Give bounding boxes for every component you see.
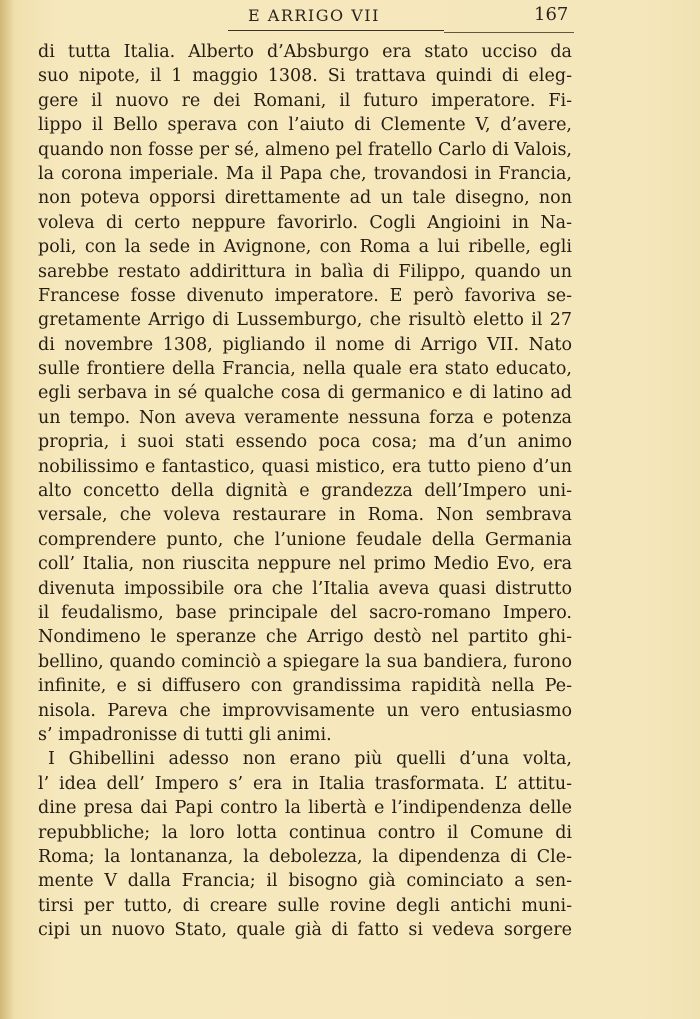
- text-line: quando non fosse per sé, almeno pel fratello Carlo di Valois,: [38, 139, 572, 160]
- text-line: infinite, e si diffusero con grandissima rapidità nella Pe-: [38, 676, 572, 697]
- text-line: sulle frontiere della Francia, nella quale era stato educato,: [38, 359, 572, 380]
- body-text: [38, 40, 572, 942]
- header-rule: [228, 30, 444, 31]
- text-line: gere il nuovo re dei Romani, il futuro imperatore. Fi-: [38, 90, 572, 111]
- paragraph-first-line: I Ghibellini adesso non erano più quelli d’una volta,: [48, 749, 572, 770]
- text-line: poli, con la sede in Avignone, con Roma a lui ribelle, egli: [38, 237, 572, 258]
- text-line: gretamente Arrigo di Lussemburgo, che risultò eletto il 27: [38, 310, 572, 331]
- text-line: coll’ Italia, non riuscita neppure nel primo Medio Evo, era: [38, 554, 572, 575]
- text-line: non poteva opporsi direttamente ad un tale disegno, non: [38, 188, 572, 209]
- page-gutter-shadow: [0, 0, 14, 1019]
- text-line: repubbliche; la loro lotta continua contro il Comune di: [38, 822, 572, 843]
- paragraph-last-line: s’ impadronisse di tutti gli animi.: [38, 724, 332, 745]
- text-line: egli serbava in sé qualche cosa di germanico e di latino ad: [38, 383, 572, 404]
- text-line: Nondimeno le speranze che Arrigo destò nel partito ghi-: [38, 627, 572, 648]
- text-line: Francese fosse divenuto imperatore. E però favoriva se-: [38, 285, 572, 306]
- running-title: E ARRIGO VII: [248, 6, 380, 25]
- text-line: un tempo. Non aveva veramente nessuna forza e potenza: [38, 407, 572, 428]
- text-line: di novembre 1308, pigliando il nome di Arrigo VII. Nato: [38, 334, 572, 355]
- text-line: dine presa dai Papi contro la libertà e l’indipendenza delle: [38, 798, 572, 819]
- text-line: nisola. Pareva che improvvisamente un vero entusiasmo: [38, 700, 572, 721]
- page-number: 167: [534, 4, 569, 25]
- text-line: tirsi per tutto, di creare sulle rovine degli antichi muni-: [38, 895, 572, 916]
- text-line: comprendere punto, che l’unione feudale della Germania: [38, 529, 572, 550]
- text-line: alto concetto della dignità e grandezza dell’Impero uni-: [38, 481, 572, 502]
- text-line: l’ idea dell’ Impero s’ era in Italia trasformata. L’ attitu-: [38, 773, 572, 794]
- text-line: la corona imperiale. Ma il Papa che, trovandosi in Francia,: [38, 163, 572, 184]
- text-line: mente V dalla Francia; il bisogno già cominciato a sen-: [38, 871, 572, 892]
- text-line: il feudalismo, base principale del sacro-romano Impero.: [38, 602, 572, 623]
- page-header: [0, 4, 700, 28]
- text-line: di tutta Italia. Alberto d’Absburgo era stato ucciso da: [38, 42, 572, 62]
- text-line: nobilissimo e fantastico, quasi mistico, era tutto pieno d’un: [38, 456, 572, 477]
- text-line: Roma; la lontananza, la debolezza, la dipendenza di Cle-: [38, 846, 572, 867]
- text-line: lippo il Bello sperava con l’aiuto di Clemente V, d’avere,: [38, 115, 572, 136]
- text-line: bellino, quando cominciò a spiegare la sua bandiera, furono: [38, 651, 572, 672]
- text-line: voleva di certo neppure favorirlo. Cogli Angioini in Na-: [38, 212, 572, 233]
- header-rule-extension: [444, 32, 574, 33]
- text-line: cipi un nuovo Stato, quale già di fatto si vedeva sorgere: [38, 920, 572, 941]
- text-line: sarebbe restato addirittura in balìa di Filippo, quando un: [38, 261, 572, 282]
- text-line: propria, i suoi stati essendo poca cosa; ma d’un animo: [38, 432, 572, 453]
- text-line: divenuta impossibile ora che l’Italia aveva quasi distrutto: [38, 578, 572, 599]
- text-line: suo nipote, il 1 maggio 1308. Si trattava quindi di eleg-: [38, 66, 572, 87]
- text-line: versale, che voleva restaurare in Roma. Non sembrava: [38, 505, 572, 526]
